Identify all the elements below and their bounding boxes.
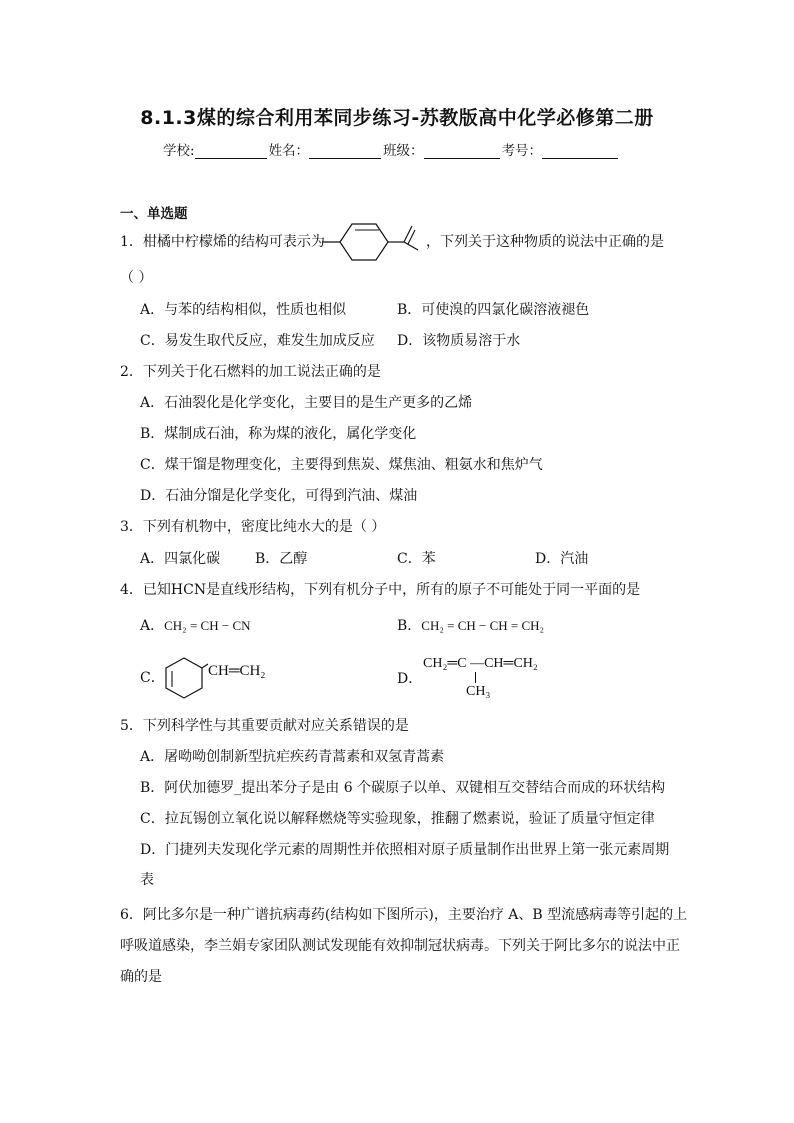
q5-option-b[interactable]: B．阿伏加德罗_提出苯分子是由 6 个碳原子以单、双键相互交替结合而成的环状结构 [140,780,666,796]
exam-no-label: 考号： [501,143,543,159]
q3-option-a[interactable]: A．四氯化碳 [140,551,221,567]
q4-option-a[interactable] [140,616,251,636]
class-blank[interactable] [424,144,500,159]
name-label: 姓名： [268,143,310,159]
school-label: 学校: [163,143,195,159]
school-blank[interactable] [195,144,267,159]
exam-no-blank[interactable] [542,144,618,159]
question-1-stem [120,232,325,252]
class-label: 班级： [383,143,424,159]
q2-option-a[interactable]: A．石油裂化是化学变化，主要目的是生产更多的乙烯 [140,395,473,411]
q2-option-d[interactable]: D．石油分馏是化学变化，可得到汽油、煤油 [140,488,418,504]
q4-formula-c: CH═CH₂ [208,663,266,679]
student-info-line [163,139,620,159]
question-1-text-b: ，下列关于这种物质的说法中正确的是 [426,234,664,250]
q1-option-b[interactable]: B．可使溴的四氯化碳溶液褪色 [397,302,590,318]
question-6-stem-line-3: 确的是 [120,969,162,985]
q4-formula-b: CH₂ = CH − CH = CH₂ [421,618,545,633]
q5-option-a[interactable]: A．屠呦呦创制新型抗疟疾药青蒿素和双氢青蒿素 [140,749,445,765]
q4-formula-d-methyl: CH₃ [466,684,491,699]
benzene-ring-icon [160,656,208,700]
q1-option-d[interactable]: D．该物质易溶于水 [397,333,521,349]
document-title: 8.1.3煤的综合利用苯同步练习-苏教版高中化学必修第二册 [140,107,654,129]
question-1-text-c: （ ） [120,270,153,286]
q3-option-d[interactable]: D．汽油 [535,551,589,567]
question-3-stem: 3．下列有机物中，密度比纯水大的是（ ） [120,519,386,535]
section-heading: 一、单选题 [120,206,188,222]
q3-option-c[interactable]: C．苯 [397,551,436,567]
q1-option-a[interactable]: A．与苯的结构相似，性质也相似 [140,302,347,318]
q5-option-d[interactable]: D．门捷列夫发现化学元素的周期性并依照相对原子质量制作出世界上第一张元素周期 [140,842,670,858]
q5-option-d-continued: 表 [140,872,154,888]
q2-option-c[interactable]: C．煤干馏是物理变化，主要得到焦炭、煤焦油、粗氨水和焦炉气 [140,457,543,473]
q2-option-b[interactable]: B．煤制成石油，称为煤的液化，属化学变化 [140,426,417,442]
question-6-stem-line-1: 6．阿比多尔是一种广谱抗病毒药(结构如下图所示)，主要治疗 A、B 型流感病毒等引起的上 [120,907,688,923]
limonene-structure [322,220,426,264]
question-4-stem: 4．已知HCN是直线形结构，下列有机分子中，所有的原子不可能处于同一平面的是 [120,582,641,598]
question-1-text-a: 1．柑橘中柠檬烯的结构可表示为 [120,234,325,250]
q4-formula-a: CH₂ = CH − CN [164,618,251,633]
q4-option-d[interactable]: D． [397,671,423,687]
name-blank[interactable] [309,144,381,159]
q4-option-c[interactable]: C． [140,670,165,686]
q1-option-c[interactable]: C．易发生取代反应，难发生加成反应 [140,333,375,349]
question-6-stem-line-2: 呼吸道感染，李兰娟专家团队测试发现能有效抑制冠状病毒。下列关于阿比多尔的说法中正 [120,938,680,954]
q4-option-a-label: A． [140,618,165,634]
q4-formula-d: CH₂═C —CH═CH₂ [423,656,538,671]
q4-option-b[interactable] [397,616,544,636]
q5-option-c[interactable]: C．拉瓦锡创立氧化说以解释燃烧等实验现象，推翻了燃素说，验证了质量守恒定律 [140,811,655,827]
question-5-stem: 5．下列科学性与其重要贡献对应关系错误的是 [120,718,409,734]
question-2-stem: 2．下列关于化石燃料的加工说法正确的是 [120,364,381,380]
q4-option-b-label: B． [397,618,422,634]
q3-option-b[interactable]: B．乙醇 [255,551,308,567]
